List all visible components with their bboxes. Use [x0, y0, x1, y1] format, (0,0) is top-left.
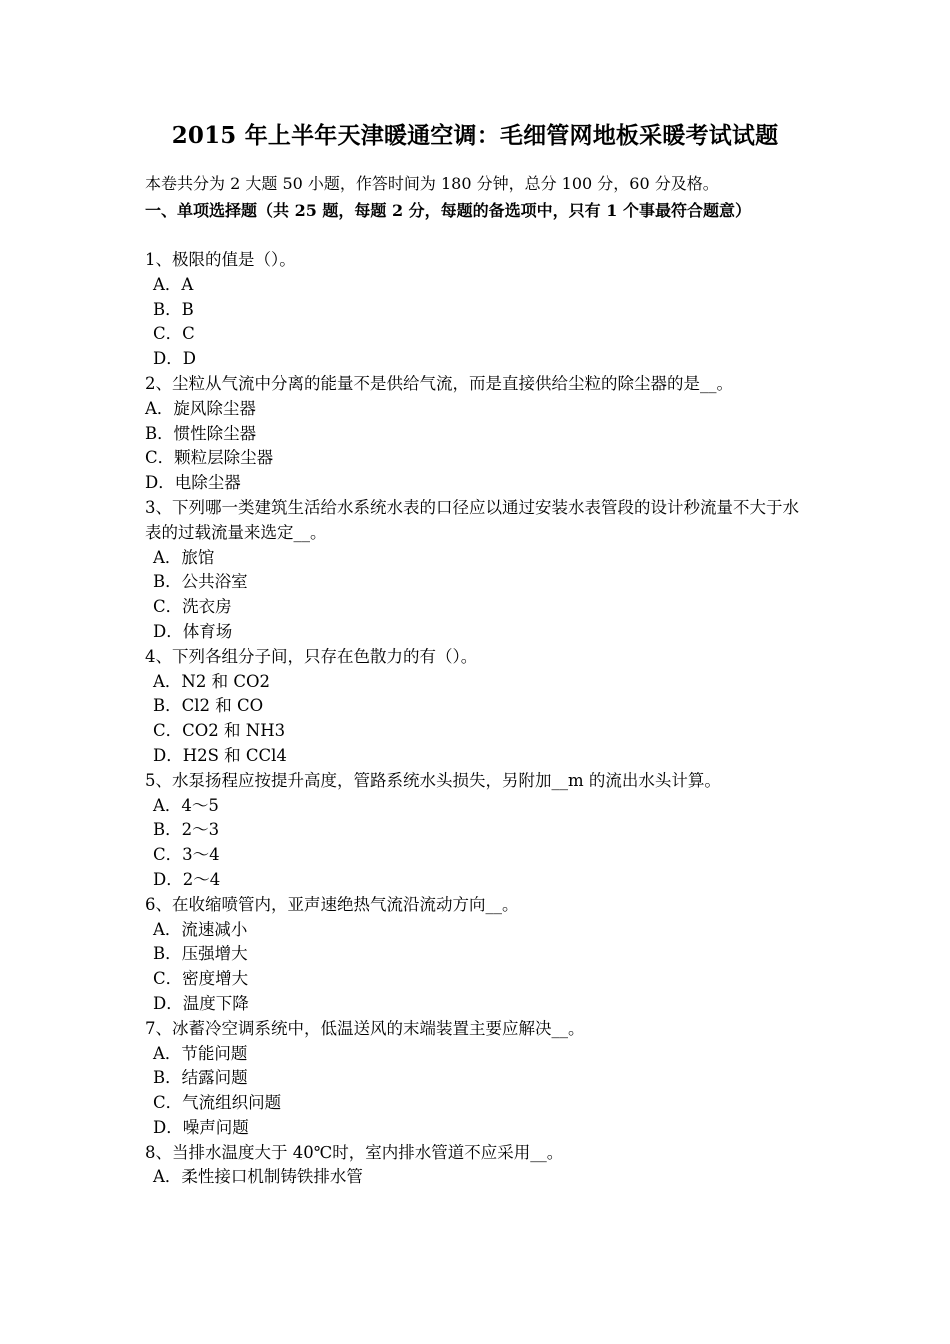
option-a: A．4～5 [153, 795, 219, 815]
option-b: B．B [153, 299, 194, 319]
option-a: A．N2 和 CO2 [153, 671, 270, 691]
question-stem: 1、极限的值是（）。 [145, 250, 296, 269]
option-b: B．公共浴室 [153, 572, 248, 592]
option-c: C．气流组织问题 [153, 1093, 282, 1113]
option-d: D．噪声问题 [153, 1117, 249, 1137]
option-c: C．颗粒层除尘器 [145, 448, 274, 468]
question-8 [145, 1141, 815, 1191]
option-a: A．流速减小 [153, 919, 248, 939]
question-list [145, 248, 815, 1190]
question-4 [145, 645, 815, 769]
question-1 [145, 248, 815, 372]
option-d: D．体育场 [153, 621, 233, 641]
option-c: C．3～4 [153, 845, 220, 865]
option-d: D．温度下降 [153, 993, 249, 1013]
option-a: A．旅馆 [153, 547, 215, 567]
question-7 [145, 1017, 815, 1141]
question-5 [145, 769, 815, 893]
page-title: 2015 年上半年天津暖通空调：毛细管网地板采暖考试试题 [171, 122, 779, 149]
option-b: B．2～3 [153, 820, 220, 840]
question-stem: 3、下列哪一类建筑生活给水系统水表的口径应以通过安装水表管段的设计秒流量不大于水表的过载流量来选定__。 [145, 497, 799, 542]
exam-intro: 本卷共分为 2 大题 50 小题，作答时间为 180 分钟，总分 100 分，60 分及格。 [145, 174, 719, 193]
question-stem: 4、下列各组分子间，只存在色散力的有（）。 [145, 646, 478, 666]
question-stem: 6、在收缩喷管内，亚声速绝热气流沿流动方向__。 [145, 894, 519, 914]
option-b: B．结露问题 [153, 1068, 248, 1088]
option-b: B．Cl2 和 CO [153, 696, 264, 716]
option-a: A．旋风除尘器 [145, 398, 256, 418]
option-b: B．压强增大 [153, 944, 248, 964]
question-stem: 7、冰蓄冷空调系统中，低温送风的末端装置主要应解决__。 [145, 1018, 585, 1038]
option-d: D．2～4 [153, 869, 221, 889]
option-c: C．密度增大 [153, 969, 249, 989]
question-2 [145, 372, 815, 496]
option-b: B．惯性除尘器 [145, 423, 257, 443]
option-a: A．柔性接口机制铸铁排水管 [153, 1167, 363, 1187]
question-6 [145, 893, 815, 1017]
option-a: A．A [153, 274, 194, 294]
question-3 [145, 496, 815, 645]
option-d: D．H2S 和 CCl4 [153, 745, 287, 765]
question-stem: 8、当排水温度大于 40℃时，室内排水管道不应采用__。 [145, 1142, 564, 1162]
section-heading: 一、单项选择题（共 25 题，每题 2 分，每题的备选项中，只有 1 个事最符合题意） [145, 201, 751, 220]
question-stem: 5、水泵扬程应按提升高度，管路系统水头损失，另附加__m 的流出水头计算。 [145, 770, 721, 790]
option-c: C．C [153, 324, 195, 344]
option-c: C．CO2 和 NH3 [153, 721, 286, 741]
question-stem: 2、尘粒从气流中分离的能量不是供给气流，而是直接供给尘粒的除尘器的是__。 [145, 373, 733, 393]
option-d: D．电除尘器 [145, 473, 241, 493]
option-a: A．节能问题 [153, 1043, 248, 1063]
option-d: D．D [153, 349, 196, 369]
option-c: C．洗衣房 [153, 597, 232, 617]
